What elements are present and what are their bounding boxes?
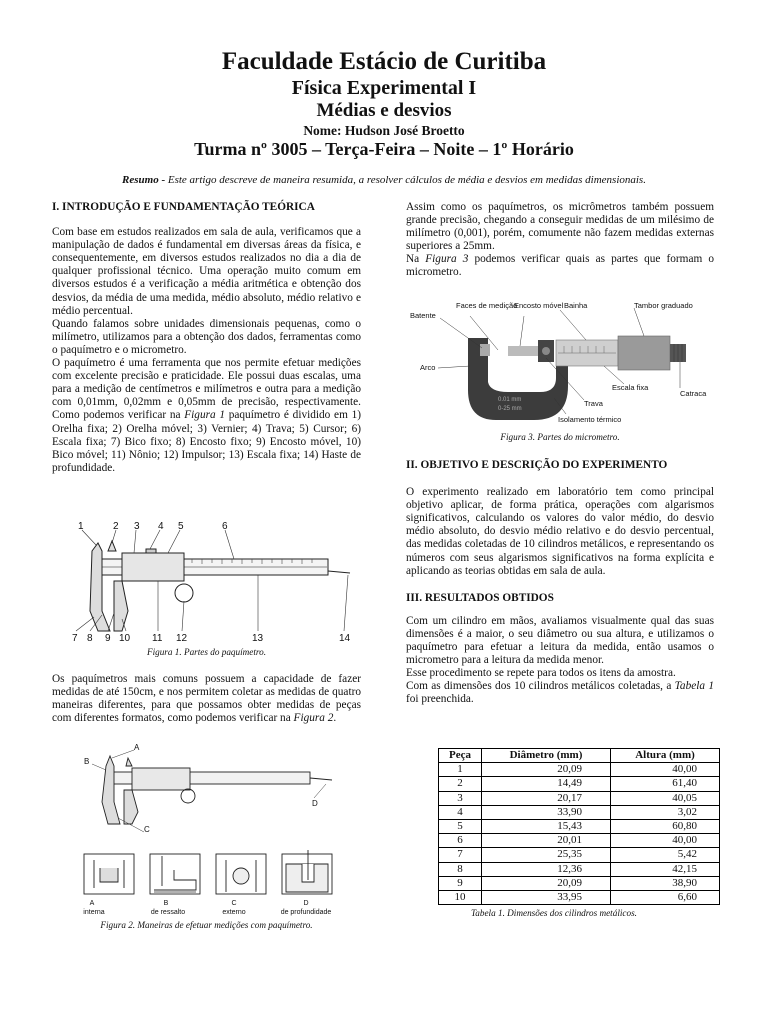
- section-2-heading: II. OBJETIVO E DESCRIÇÃO DO EXPERIMENTO: [406, 459, 668, 471]
- table-header-row: [439, 749, 720, 763]
- fig3-label-isolamento: Isolamento térmico: [558, 415, 622, 424]
- table-cell: 12,36: [482, 862, 611, 876]
- table-cell: 2: [439, 777, 482, 791]
- section-1-paragraph-2: Quando falamos sobre unidades dimensionais pequenas, como o milímetro, utilizamos para a obtenção dos dados, ferramentas como o paquímetro e o micrometro.: [52, 317, 361, 356]
- mic-p2-a: Na: [406, 253, 426, 266]
- figure-2-measurements: [70, 742, 340, 920]
- fig3-label-encosto: Encosto móvel: [514, 301, 564, 310]
- section-3-heading: III. RESULTADOS OBTIDOS: [406, 591, 554, 604]
- section-2-3: [406, 459, 714, 707]
- fig3-label-batente: Batente: [410, 311, 436, 320]
- table-row: [439, 777, 720, 791]
- fig2-panel-b-letter: B: [163, 900, 169, 907]
- micrometer-paragraph-2: [406, 253, 714, 279]
- figure-3-reference: Figura 3: [425, 253, 469, 266]
- fig2-panel-b-label: de ressalto: [150, 909, 186, 916]
- p3-text-b: paquímetro é dividido em 1) Orelha fixa; 2) Orelha móvel; 3) Vernier; 4) Trava; 5) Cursor; 6) Escala fixa; 7) Bico fixo; 8) Encosto fixo; 9) Encosto móvel, 10) Bico móvel; 11) Nônio; 12) Impulsor; 13) Escala fixa; 14) Haste de profundidade.: [52, 409, 361, 474]
- institution-title: Faculdade Estácio de Curitiba: [221, 48, 547, 75]
- table-cell: 5,42: [611, 848, 720, 862]
- fig1-label-7: 7: [72, 633, 78, 644]
- table-row: [439, 763, 720, 777]
- fig3-label-arco: Arco: [420, 363, 436, 372]
- table-cell: 33,95: [482, 891, 611, 905]
- fig1-label-2: 2: [113, 521, 119, 532]
- table-cell: 61,40: [611, 777, 720, 791]
- abstract-label: Resumo -: [122, 174, 166, 186]
- fig3-label-tambor: Tambor graduado: [634, 301, 693, 310]
- table-cell: 3: [439, 791, 482, 805]
- section-3-paragraph-2: Esse procedimento se repete para todos os itens da amostra.: [406, 667, 676, 680]
- table-cell: 8: [439, 862, 482, 876]
- p4-text-a: Os paquímetros mais comuns possuem a capacidade de fazer medidas de até 150cm, e nos permitem coletar as medidas de quatro maneiras diferentes, para que possamos obter medidas de peças com diferentes formatos, como podemos verificar na: [52, 673, 361, 725]
- fig3-label-trava: Trava: [584, 399, 603, 408]
- table-cell: 7: [439, 848, 482, 862]
- section-1-heading: I. INTRODUÇÃO E FUNDAMENTAÇÃO TEÓRICA: [52, 201, 315, 213]
- table-cell: 25,35: [482, 848, 611, 862]
- fig2-letter-d: D: [312, 799, 318, 808]
- fig3-frame-text-2: 0-25 mm: [498, 406, 522, 412]
- table-cell: 20,09: [482, 763, 611, 777]
- p3-text-a: O paquímetro é uma ferramenta que nos permite efetuar medições com excelente precisão e praticidade. Ele possui duas escalas, uma para a medição de centímetros e milímetros e outra para a medição com 0,01mm, 0,02mm e 0,05mm de precisão, respectivamente. Como podemos verificar na: [52, 357, 361, 422]
- figure-1-caption: Figura 1. Partes do paquímetro.: [146, 647, 267, 657]
- p4-text-b: .: [333, 712, 337, 725]
- table-cell: 9: [439, 876, 482, 890]
- table-cell: 20,09: [482, 876, 611, 890]
- table-cell: 15,43: [482, 820, 611, 834]
- table-row: [439, 791, 720, 805]
- table-cell: 20,17: [482, 791, 611, 805]
- section-1-paragraph-3: [52, 357, 361, 475]
- fig2-letter-c: C: [144, 825, 150, 834]
- table-1-caption: Tabela 1. Dimensões dos cilindros metálicos.: [471, 908, 637, 918]
- fig1-label-13: 13: [252, 633, 264, 644]
- fig1-label-9: 9: [105, 633, 111, 644]
- table-cell: 3,02: [611, 805, 720, 819]
- figure-2-caption: Figura 2. Maneiras de efetuar medições com paquímetro.: [100, 920, 313, 930]
- fig1-label-12: 12: [176, 633, 188, 644]
- table-row: [439, 820, 720, 834]
- table-header-cell: Altura (mm): [611, 749, 720, 763]
- table-cell: 20,01: [482, 834, 611, 848]
- fig1-label-4: 4: [158, 521, 164, 532]
- table-cell: 42,15: [611, 862, 720, 876]
- table-cell: 33,90: [482, 805, 611, 819]
- figure-2-reference: Figura 2: [293, 712, 334, 725]
- table-1-reference: Tabela 1: [674, 680, 714, 693]
- table-cell: 10: [439, 891, 482, 905]
- abstract: [0, 174, 768, 186]
- fig1-label-8: 8: [87, 633, 93, 644]
- section-1: [52, 201, 361, 475]
- fig1-label-3: 3: [134, 521, 140, 532]
- fig1-label-6: 6: [222, 521, 228, 532]
- section-1-continued: [52, 673, 361, 725]
- table-cell: 40,00: [611, 763, 720, 777]
- figure-1-reference: Figura 1: [184, 409, 226, 422]
- table-cell: 38,90: [611, 876, 720, 890]
- fig2-panel-c-letter: C: [231, 900, 237, 907]
- course-title: Física Experimental I: [291, 77, 477, 99]
- fig1-label-11: 11: [152, 633, 163, 644]
- fig3-frame-text-1: 0.01 mm: [498, 397, 522, 403]
- s3-p3-b: foi preenchida.: [406, 693, 474, 706]
- fig2-panel-c-label: externo: [222, 909, 246, 916]
- fig2-letter-a: A: [134, 743, 140, 752]
- abstract-text: Este artigo descreve de maneira resumida, a resolver cálculos de média e desvios em medidas dimensionais.: [165, 174, 646, 186]
- section-3-paragraph-3: [406, 680, 714, 706]
- table-cell: 1: [439, 763, 482, 777]
- fig1-label-1: 1: [78, 521, 84, 532]
- table-header-cell: Diâmetro (mm): [482, 749, 611, 763]
- section-1-paragraph-1: Com base em estudos realizados em sala de aula, verificamos que a manipulação de dados é fundamental em diversas áreas da física, e consequentemente, em diversos estudos realizados no dia a dia de qualquer profissional técnico. Uma operação muito comum em diversos estudos é a verificação a média aritmética e obtenção dos desvios, da média de uma medida, médio absoluto, médio relativo e médio percentual.: [52, 226, 361, 317]
- fig2-letter-b: B: [84, 757, 90, 766]
- fig3-label-escala: Escala fixa: [612, 383, 649, 392]
- figure-1-caliper: [62, 521, 362, 647]
- table-cell: 40,00: [611, 834, 720, 848]
- table-header-cell: Peça: [439, 749, 482, 763]
- figure-3-micrometer: [408, 298, 720, 430]
- class-info: Turma nº 3005 – Terça-Feira – Noite – 1º Horário: [194, 139, 574, 159]
- fig3-label-faces: Faces de medição: [456, 301, 518, 310]
- micrometer-paragraph-1: Assim como os paquímetros, os micrômetros também possuem grande precisão, chegando a conseguir medidas de um milésimo de milímetro (0,001), porém, comumente não fazem medidas externas superiores a 25mm.: [406, 201, 714, 253]
- table-cell: 14,49: [482, 777, 611, 791]
- table-row: [439, 876, 720, 890]
- s3-p3-a: Com as dimensões dos 10 cilindros metálicos coletadas, a: [406, 680, 675, 693]
- table-row: [439, 891, 720, 905]
- fig3-label-bainha: Bainha: [564, 301, 588, 310]
- section-1-paragraph-4: [52, 673, 361, 725]
- table-cell: 6,60: [611, 891, 720, 905]
- fig2-panel-d-label: de profundidade: [280, 909, 332, 916]
- table-cell: 5: [439, 820, 482, 834]
- fig1-label-14: 14: [339, 633, 351, 644]
- micrometer-intro: [406, 201, 714, 280]
- table-1: [438, 748, 720, 905]
- table-row: [439, 848, 720, 862]
- fig1-label-5: 5: [178, 521, 184, 532]
- table-cell: 6: [439, 834, 482, 848]
- section-3-paragraph-1: Com um cilindro em mãos, avaliamos visualmente qual das suas dimensões é a maior, o seu diâmetro ou sua altura, e utilizamos o paquímetro para efetuar a leitura da medida, então usamos o micrometro para a leitura da medida menor.: [406, 614, 714, 667]
- section-2-paragraph: O experimento realizado em laboratório tem como principal objetivo aplicar, de forma prática, operações com algarismos significativos, calculando os valores do valor médio, do desvio médio absoluto, do desvio médio relativo e do desvio percentual, das medidas coletadas de 10 cilindros metálicos, e representando os números com seus algarismos significativos na forma explícita e aplicando as teorias obtidas em sala de aula.: [406, 486, 714, 577]
- table-cell: 40,05: [611, 791, 720, 805]
- table-cell: 60,80: [611, 820, 720, 834]
- paper-title: Médias e desvios: [316, 100, 452, 121]
- table-row: [439, 834, 720, 848]
- fig2-panel-a-label: interna: [83, 909, 105, 916]
- figure-3-caption: Figura 3. Partes do micrometro.: [500, 432, 620, 442]
- table-row: [439, 862, 720, 876]
- fig2-panel-d-letter: D: [303, 900, 309, 907]
- table-row: [439, 805, 720, 819]
- table-cell: 4: [439, 805, 482, 819]
- mic-p2-b: podemos verificar quais as partes que formam o micrometro.: [406, 253, 715, 279]
- fig3-label-catraca: Catraca: [680, 389, 707, 398]
- fig2-panel-a-letter: A: [89, 900, 95, 907]
- author-name: Nome: Hudson José Broetto: [303, 123, 465, 138]
- fig1-label-10: 10: [119, 633, 131, 644]
